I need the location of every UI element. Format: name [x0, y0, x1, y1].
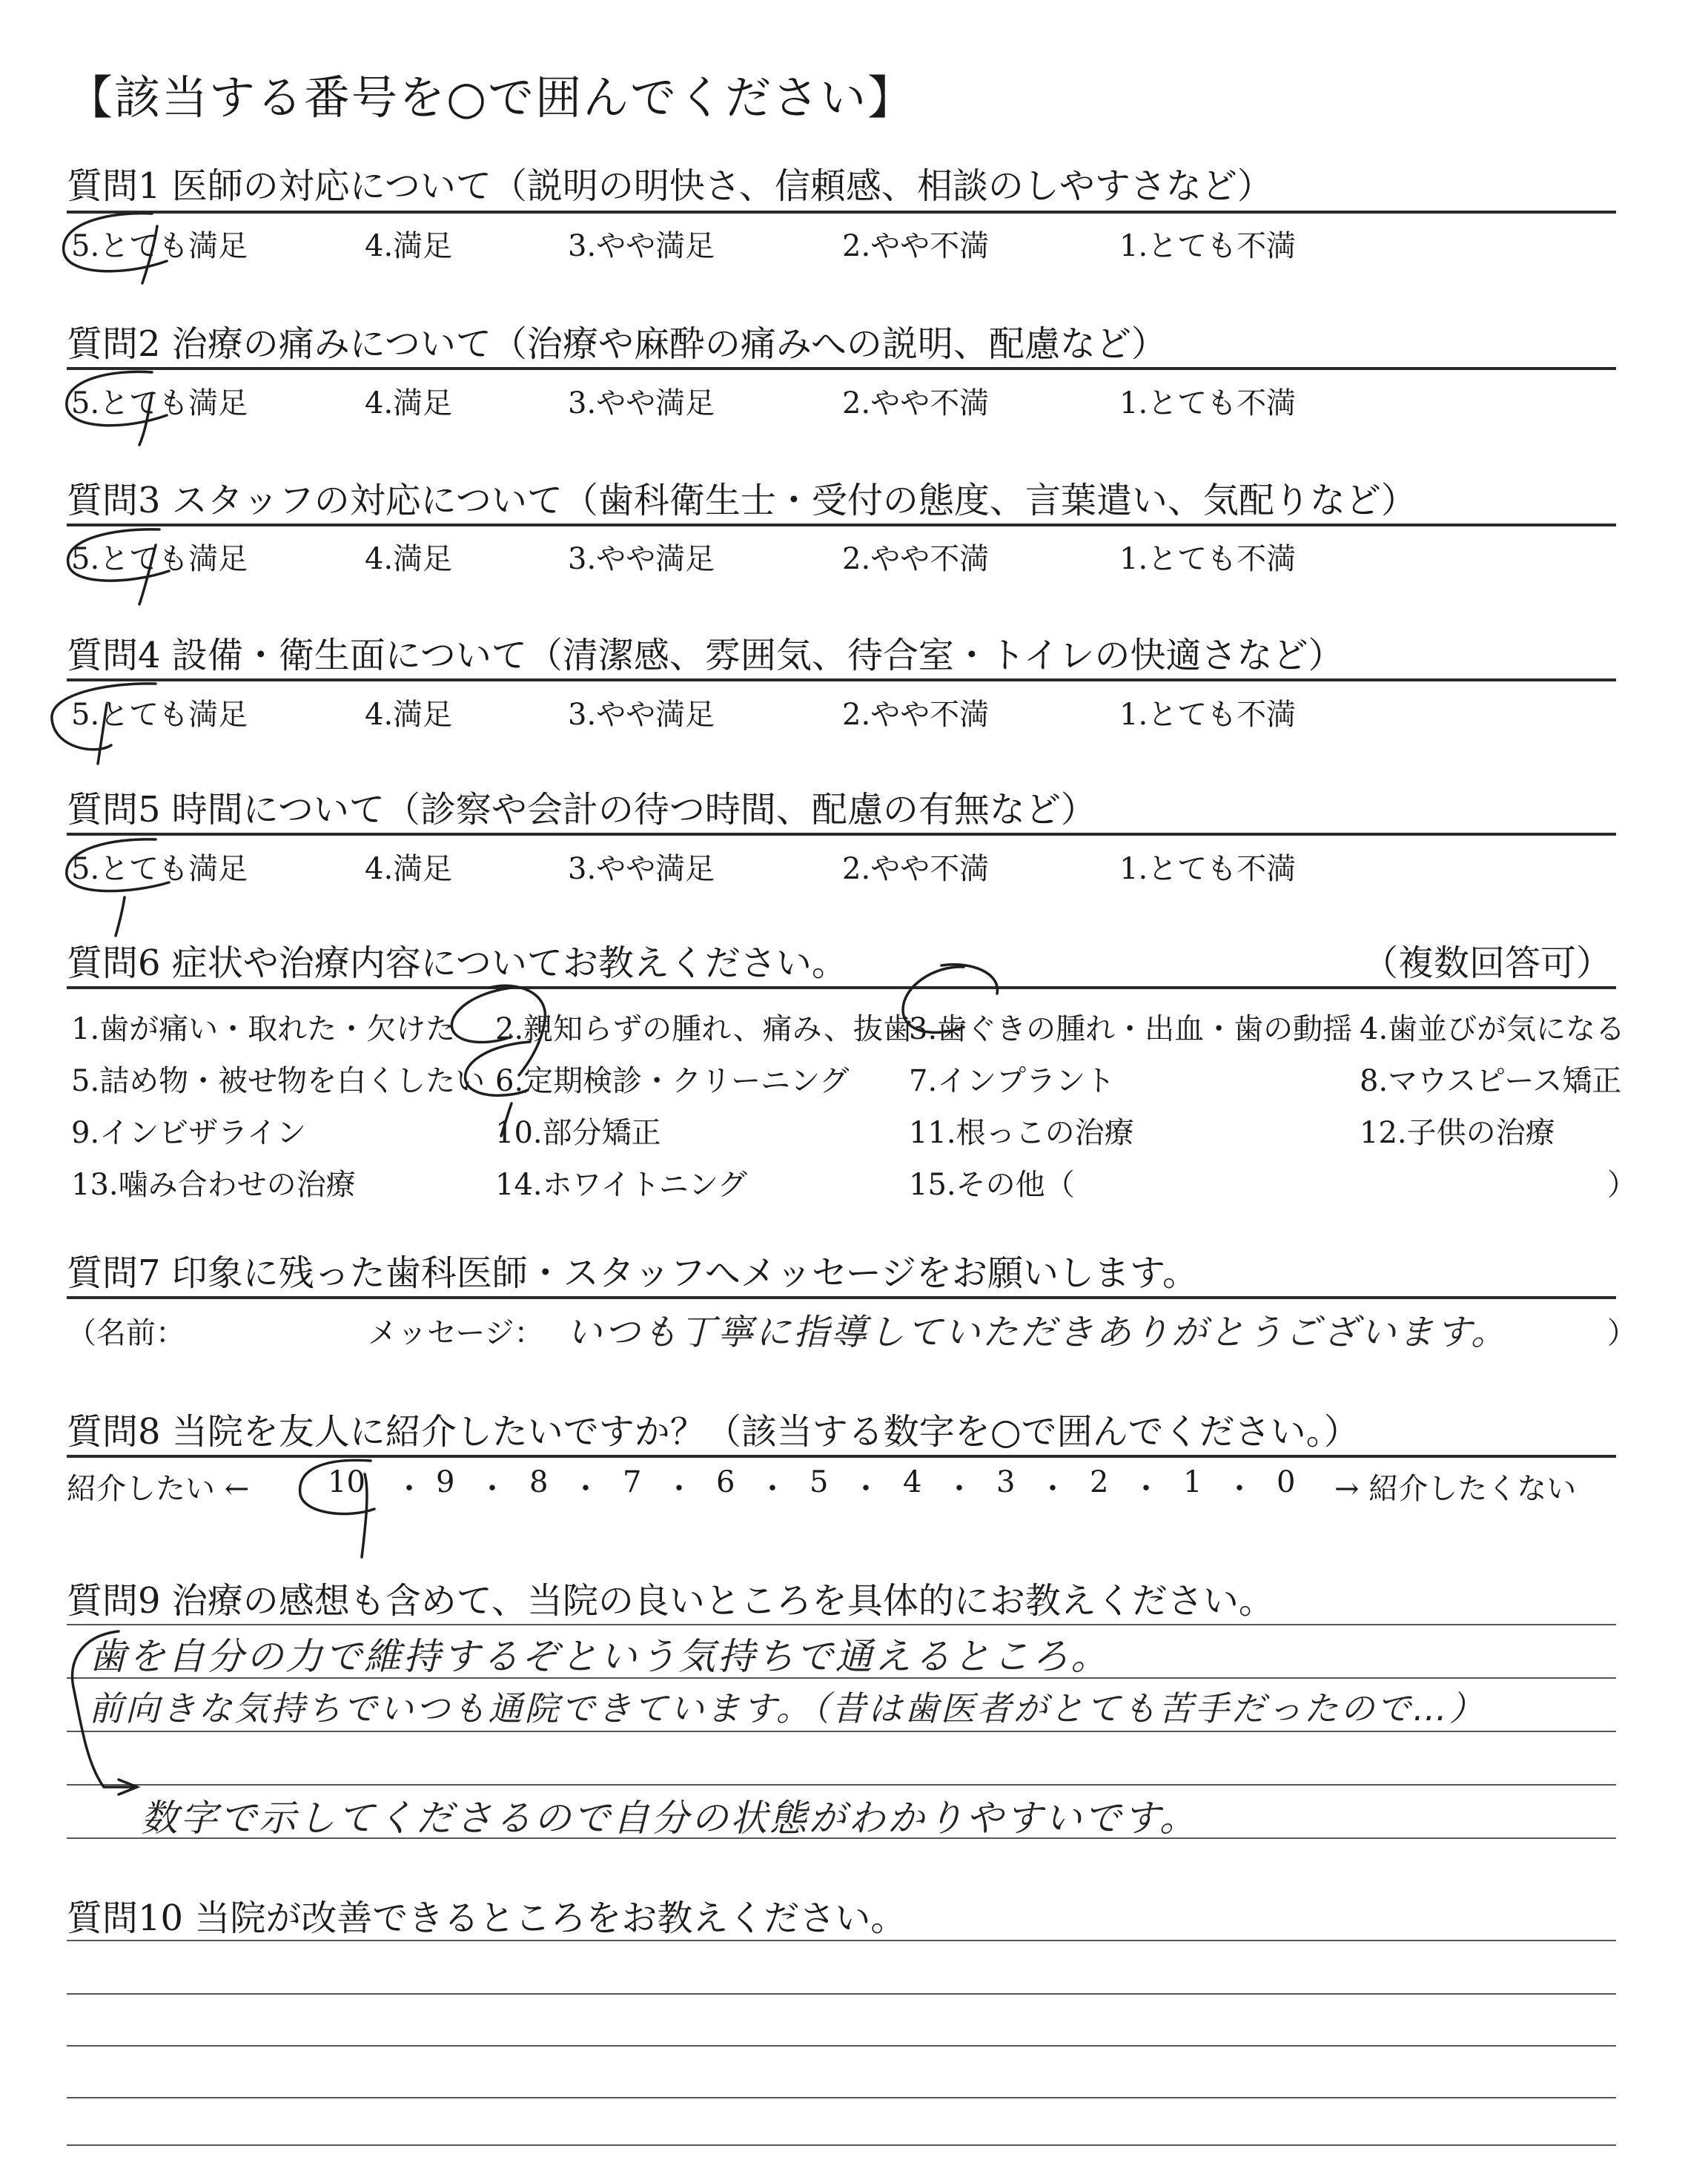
q8-scale-9[interactable]: 9 — [436, 1465, 455, 1499]
q8-scale-5[interactable]: 5 — [810, 1465, 829, 1499]
page-title: 【該当する番号を○で囲んでください】 — [67, 70, 916, 125]
q7-name-label: （名前： — [67, 1316, 185, 1350]
q9-answer-line-3[interactable]: 数字で示してくださるので自分の状態がわかりやすいです。 — [141, 1797, 1199, 1840]
q9-line-3 — [67, 1731, 1616, 1732]
q3-option-5[interactable]: 5.とても満足 — [71, 542, 248, 576]
q6-option-6[interactable]: 6.定期検診・クリーニング — [495, 1064, 850, 1098]
q1-option-4[interactable]: 4.満足 — [365, 229, 453, 263]
q8-scale-8[interactable]: 8 — [529, 1465, 549, 1499]
q9-line-1 — [67, 1624, 1616, 1625]
q6-option-1[interactable]: 1.歯が痛い・取れた・欠けた — [71, 1012, 456, 1046]
q5-option-3[interactable]: 3.やや満足 — [568, 852, 715, 886]
q7-rule — [67, 1296, 1616, 1299]
q1-option-3[interactable]: 3.やや満足 — [568, 229, 715, 263]
q2-option-4[interactable]: 4.満足 — [365, 386, 453, 420]
q2-option-3[interactable]: 3.やや満足 — [568, 386, 715, 420]
q8-scale-7[interactable]: 7 — [623, 1465, 642, 1499]
q5-label: 質問5 時間について（診察や会計の待つ時間、配慮の有無など） — [67, 789, 1096, 830]
q8-rule — [67, 1455, 1616, 1458]
q6-option-2[interactable]: 2.親知らずの腫れ、痛み、抜歯 — [495, 1012, 913, 1046]
q2-option-1[interactable]: 1.とても不満 — [1119, 386, 1297, 420]
q7-close-paren: ） — [1607, 1316, 1637, 1350]
q8-scale-2[interactable]: 2 — [1090, 1465, 1109, 1499]
q4-option-4[interactable]: 4.満足 — [365, 698, 453, 732]
q9-label: 質問9 治療の感想も含めて、当院の良いところを具体的にお教えください。 — [67, 1580, 1274, 1622]
q10-line-4 — [67, 2097, 1616, 2098]
q4-option-1[interactable]: 1.とても不満 — [1119, 698, 1297, 732]
q3-option-1[interactable]: 1.とても不満 — [1119, 542, 1297, 576]
q1-option-1[interactable]: 1.とても不満 — [1119, 229, 1297, 263]
q3-option-4[interactable]: 4.満足 — [365, 542, 453, 576]
q10-line-5 — [67, 2144, 1616, 2146]
q3-label: 質問3 スタッフの対応について（歯科衛生士・受付の態度、言葉遣い、気配りなど） — [67, 480, 1417, 521]
q6-option-11[interactable]: 11.根っこの治療 — [909, 1116, 1134, 1150]
q6-rule — [67, 986, 1616, 989]
q3-option-3[interactable]: 3.やや満足 — [568, 542, 715, 576]
q8-scale-1[interactable]: 1 — [1183, 1465, 1202, 1499]
q6-other-close: ） — [1607, 1168, 1637, 1202]
q10-line-1 — [67, 1940, 1616, 1941]
q6-label: 質問6 症状や治療内容についてお教えください。 — [67, 942, 847, 984]
q6-multiple-note: （複数回答可） — [1363, 942, 1612, 984]
q7-message-value[interactable]: いつも丁寧に指導していただきありがとうございます。 — [566, 1312, 1509, 1353]
q10-line-3 — [67, 2045, 1616, 2047]
q8-label: 質問8 当院を友人に紹介したいですか？（該当する数字を○で囲んでください。） — [67, 1411, 1360, 1453]
q6-option-5[interactable]: 5.詰め物・被せ物を白くしたい — [71, 1064, 486, 1098]
q8-scale-10[interactable]: 10 — [328, 1465, 365, 1499]
q8-scale-6[interactable]: 6 — [716, 1465, 735, 1499]
q6-option-7[interactable]: 7.インプラント — [909, 1064, 1116, 1098]
q3-rule — [67, 524, 1616, 526]
q4-option-2[interactable]: 2.やや不満 — [842, 698, 990, 732]
q2-option-2[interactable]: 2.やや不満 — [842, 386, 990, 420]
q5-option-2[interactable]: 2.やや不満 — [842, 852, 990, 886]
q9-line-4 — [67, 1784, 1616, 1786]
q8-scale-3[interactable]: 3 — [996, 1465, 1016, 1499]
q1-label: 質問1 医師の対応について（説明の明快さ、信頼感、相談のしやすさなど） — [67, 165, 1273, 207]
q8-scale-0[interactable]: 0 — [1277, 1465, 1296, 1499]
q8-left-label: 紹介したい ← — [67, 1472, 250, 1506]
q1-option-5[interactable]: 5.とても満足 — [71, 229, 248, 263]
q6-option-13[interactable]: 13.噛み合わせの治療 — [71, 1168, 356, 1202]
q9-answer-line-2[interactable]: 前向きな気持ちでいつも通院できています。（昔は歯医者がとても苦手だったので…） — [89, 1688, 1486, 1728]
q10-line-2 — [67, 1993, 1616, 1995]
q6-option-10[interactable]: 10.部分矯正 — [495, 1116, 661, 1150]
q6-option-15[interactable]: 15.その他（ — [909, 1168, 1075, 1202]
q3-option-2[interactable]: 2.やや不満 — [842, 542, 990, 576]
q10-label: 質問10 当院が改善できるところをお教えください。 — [67, 1898, 907, 1939]
q5-option-1[interactable]: 1.とても不満 — [1119, 852, 1297, 886]
q6-option-3[interactable]: 3.歯ぐきの腫れ・出血・歯の動揺 — [909, 1012, 1353, 1046]
q1-rule — [67, 211, 1616, 214]
q5-rule — [67, 833, 1616, 836]
q4-option-5[interactable]: 5.とても満足 — [71, 698, 248, 732]
q4-option-3[interactable]: 3.やや満足 — [568, 698, 715, 732]
q6-option-9[interactable]: 9.インビザライン — [71, 1116, 306, 1150]
q5-option-4[interactable]: 4.満足 — [365, 852, 453, 886]
q7-label: 質問7 印象に残った歯科医師・スタッフへメッセージをお願いします。 — [67, 1252, 1199, 1294]
q8-scale-4[interactable]: 4 — [903, 1465, 922, 1499]
q6-option-12[interactable]: 12.子供の治療 — [1360, 1116, 1555, 1150]
q7-message-label: メッセージ： — [368, 1316, 544, 1350]
q9-answer-line-1[interactable]: 歯を自分の力で維持するぞという気持ちで通えるところ。 — [89, 1635, 1110, 1678]
q6-option-14[interactable]: 14.ホワイトニング — [495, 1168, 748, 1202]
q2-rule — [67, 367, 1616, 370]
q2-option-5[interactable]: 5.とても満足 — [71, 386, 248, 420]
q4-label: 質問4 設備・衛生面について（清潔感、雰囲気、待合室・トイレの快適さなど） — [67, 635, 1344, 676]
q8-right-label: → 紹介したくない — [1334, 1472, 1577, 1506]
q6-option-4[interactable]: 4.歯並びが気になる — [1360, 1012, 1626, 1046]
q6-option-8[interactable]: 8.マウスピース矯正 — [1360, 1064, 1622, 1098]
q1-option-2[interactable]: 2.やや不満 — [842, 229, 990, 263]
q5-option-5[interactable]: 5.とても満足 — [71, 852, 248, 886]
q2-label: 質問2 治療の痛みについて（治療や麻酔の痛みへの説明、配慮など） — [67, 323, 1167, 365]
q4-rule — [67, 678, 1616, 681]
